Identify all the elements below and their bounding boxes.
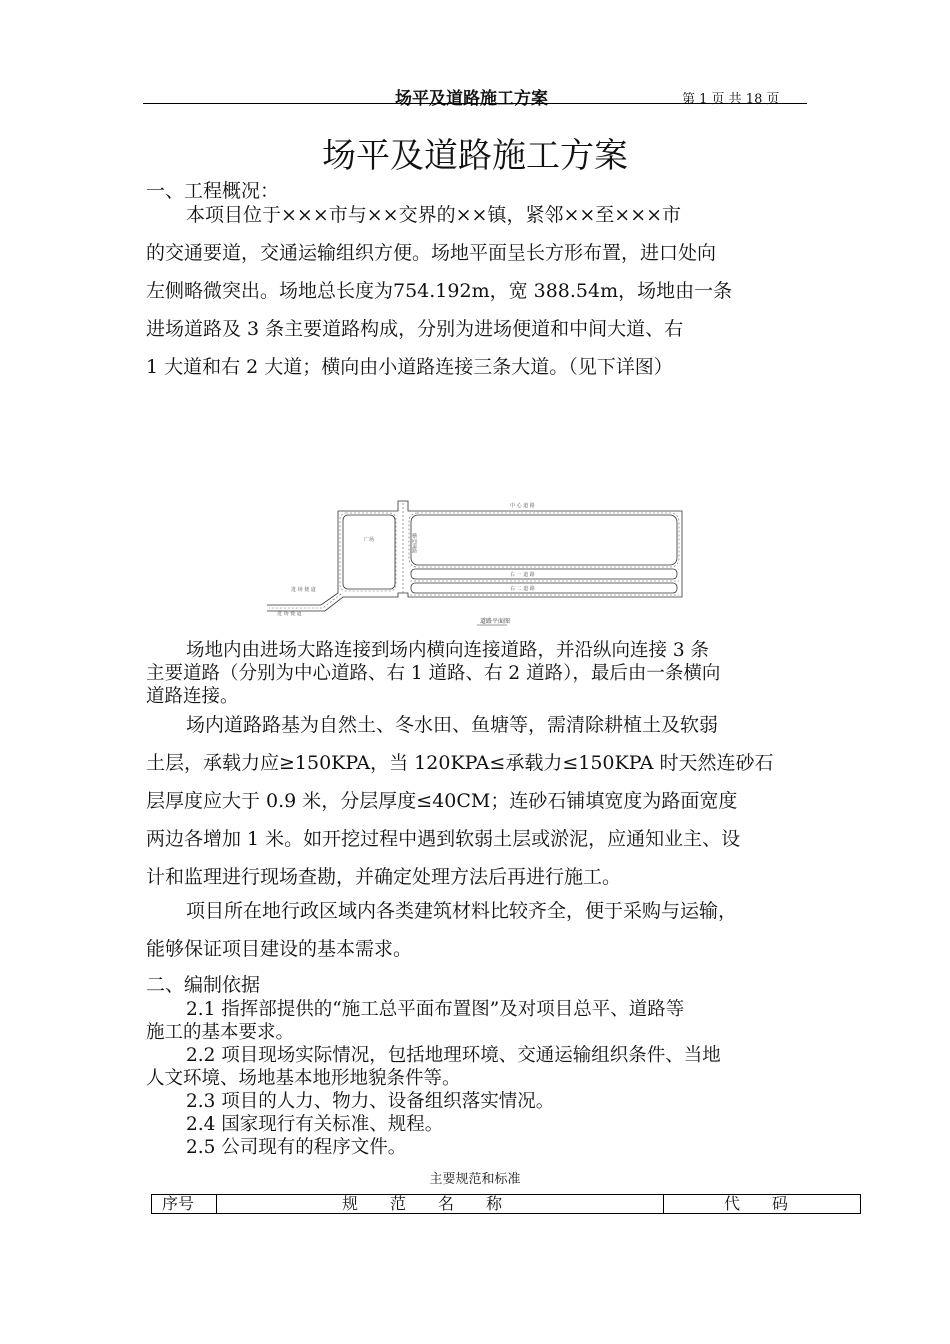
paragraph-line: 的交通要道，交通运输组织方便。场地平面呈长方形布置，进口处向 xyxy=(146,242,717,264)
table-divider xyxy=(663,1195,664,1213)
header-page-info: 第 1 页 共 18 页 xyxy=(682,92,780,107)
header-divider xyxy=(143,103,807,104)
basis-list xyxy=(146,998,810,1159)
table-header-cell: 规 范 名 称 xyxy=(342,1194,503,1213)
materials-paragraph xyxy=(146,892,810,968)
label-center-road: 中 心 道 路 xyxy=(510,503,535,509)
basis-item-line: 施工的基本要求。 xyxy=(146,1022,295,1043)
basis-item-line: 2.2 项目现场实际情况，包括地理环境、交通运输组织条件、当地 xyxy=(186,1045,721,1066)
paragraph-line: 两边各增加 1 米。如开挖过程中遇到软弱土层或淤泥，应通知业主、设 xyxy=(146,828,741,850)
subgrade-paragraph xyxy=(146,706,810,896)
label-plaza: 广场 xyxy=(364,537,375,543)
paragraph-line: 本项目位于×××市与××交界的××镇，紧邻××至×××市 xyxy=(186,204,682,226)
paragraph-line: 能够保证项目建设的基本需求。 xyxy=(146,938,413,960)
basis-item-line: 2.4 国家现行有关标准、规程。 xyxy=(186,1114,444,1135)
table-header-cell: 序号 xyxy=(162,1194,195,1213)
table-caption: 主要规范和标准 xyxy=(429,1172,521,1187)
document-title: 场平及道路施工方案 xyxy=(322,136,628,176)
label-right2-road: 右 二 道 路 xyxy=(510,586,535,592)
diagram-caption: 道路平面图 xyxy=(480,618,511,625)
label-entry-road-1: 进 场 便 道 xyxy=(291,587,316,593)
paragraph-line: 计和监理进行现场查勘，并确定处理方法后再进行施工。 xyxy=(146,866,622,888)
paragraph-line: 土层，承载力应≥150KPA，当 120KPA≤承载力≤150KPA 时天然连砂石 xyxy=(146,752,774,774)
road-connection-paragraph xyxy=(146,639,810,708)
paragraph-line: 项目所在地行政区域内各类建筑材料比较齐全，便于采购与运输， xyxy=(186,900,738,922)
paragraph-line: 进场道路及 3 条主要道路构成，分别为进场便道和中间大道、右 xyxy=(146,318,684,340)
table-header-cell: 代 码 xyxy=(724,1194,789,1213)
paragraph-line: 道路连接。 xyxy=(146,686,239,707)
standards-table-header xyxy=(151,1194,861,1214)
paragraph-line: 层厚度应大于 0.9 米，分层厚度≤40CM；连砂石铺填宽度为路面宽度 xyxy=(146,790,738,812)
label-cross-road: 横向道路 xyxy=(411,533,417,553)
label-right1-road: 右 一 道 路 xyxy=(510,572,535,578)
paragraph-line: 1 大道和右 2 大道；横向由小道路连接三条大道。（见下详图） xyxy=(146,356,673,378)
section-heading-basis: 二、编制依据 xyxy=(146,974,261,996)
overview-paragraph xyxy=(146,196,810,386)
paragraph-line: 场内道路路基为自然土、冬水田、鱼塘等，需清除耕植土及软弱 xyxy=(186,714,719,736)
paragraph-line: 左侧略微突出。场地总长度为754.192m，宽 388.54m，场地由一条 xyxy=(146,280,733,302)
road-plan-diagram xyxy=(255,493,695,628)
basis-item-line: 2.1 指挥部提供的“施工总平面布置图”及对项目总平、道路等 xyxy=(186,999,685,1020)
basis-item-line: 2.3 项目的人力、物力、设备组织落实情况。 xyxy=(186,1091,555,1112)
basis-item-line: 人文环境、场地基本地形地貌条件等。 xyxy=(146,1068,461,1089)
table-divider xyxy=(216,1195,217,1213)
section-heading-overview: 一、工程概况： xyxy=(146,180,280,202)
header-title: 场平及道路施工方案 xyxy=(395,89,548,109)
label-entry-road-2: 进 场 便 道 xyxy=(277,611,302,617)
basis-item-line: 2.5 公司现有的程序文件。 xyxy=(186,1137,407,1158)
paragraph-line: 主要道路（分别为中心道路、右 1 道路、右 2 道路），最后由一条横向 xyxy=(146,663,721,684)
paragraph-line: 场地内由进场大路连接到场内横向连接道路，并沿纵向连接 3 条 xyxy=(186,640,710,661)
